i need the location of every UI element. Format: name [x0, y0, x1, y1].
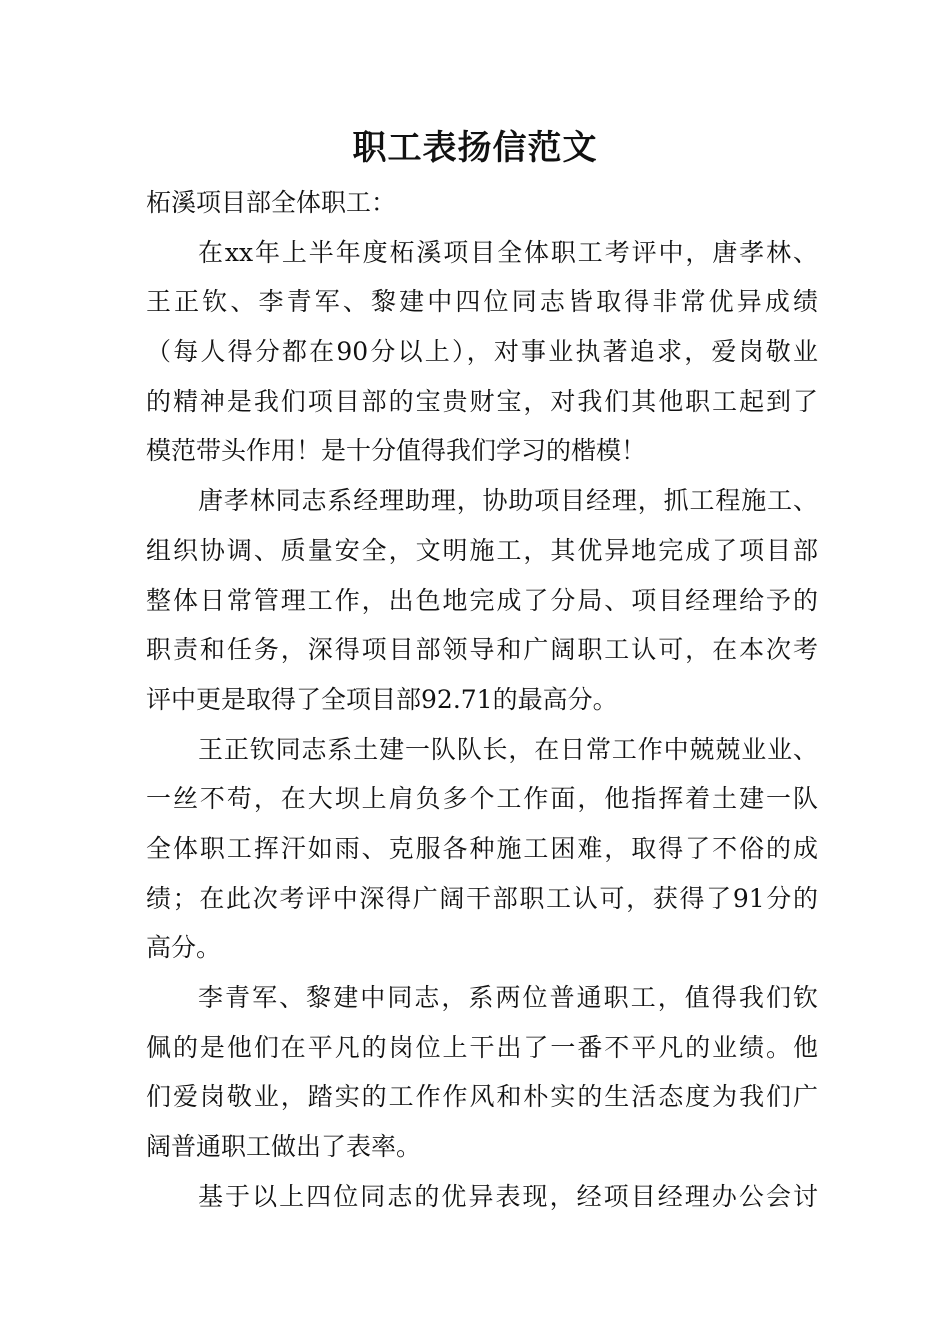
body-text-line: 在xx年上半年度柘溪项目全体职工考评中，唐孝林、	[198, 237, 818, 267]
body-text-line: 组织协调、质量安全，文明施工，其优异地完成了项目部	[146, 535, 818, 565]
body-text-line: 评中更是取得了全项目部92.71的最高分。	[146, 684, 618, 714]
body-text-line: 职责和任务，深得项目部领导和广阔职工认可，在本次考	[146, 635, 818, 665]
body-text-line: （每人得分都在90分以上），对事业执著追求，爱岗敬业	[146, 337, 818, 367]
body-text-line: 王正钦、李青军、黎建中四位同志皆取得非常优异成绩	[146, 287, 818, 317]
salutation-line: 柘溪项目部全体职工：	[146, 188, 397, 217]
body-text-line: 唐孝林同志系经理助理，协助项目经理，抓工程施工、	[198, 486, 818, 516]
body-text-line: 基于以上四位同志的优异表现，经项目经理办公会讨	[198, 1181, 818, 1211]
body-text-line: 阔普通职工做出了表率。	[146, 1132, 422, 1162]
body-text-line: 们爱岗敬业，踏实的工作作风和朴实的生活态度为我们广	[146, 1082, 818, 1112]
body-text-line: 王正钦同志系土建一队队长，在日常工作中兢兢业业、	[198, 734, 818, 764]
body-text-line: 整体日常管理工作，出色地完成了分局、项目经理给予的	[146, 585, 818, 615]
body-text-line: 一丝不苟，在大坝上肩负多个工作面，他指挥着土建一队	[146, 784, 818, 814]
body-text-line: 全体职工挥汗如雨、克服各种施工困难，取得了不俗的成	[146, 833, 818, 863]
body-text-line: 模范带头作用！是十分值得我们学习的楷模！	[146, 436, 647, 466]
body-text-line: 绩；在此次考评中深得广阔干部职工认可，获得了91分的	[146, 883, 818, 913]
body-text-line: 佩的是他们在平凡的岗位上干出了一番不平凡的业绩。他	[146, 1032, 818, 1062]
body-text-line: 高分。	[146, 933, 222, 963]
document-title: 职工表扬信范文	[352, 128, 598, 168]
body-text-line: 的精神是我们项目部的宝贵财宝，对我们其他职工起到了	[146, 386, 818, 416]
body-text-line: 李青军、黎建中同志，系两位普通职工，值得我们钦	[198, 983, 818, 1012]
document-body	[146, 178, 818, 1221]
